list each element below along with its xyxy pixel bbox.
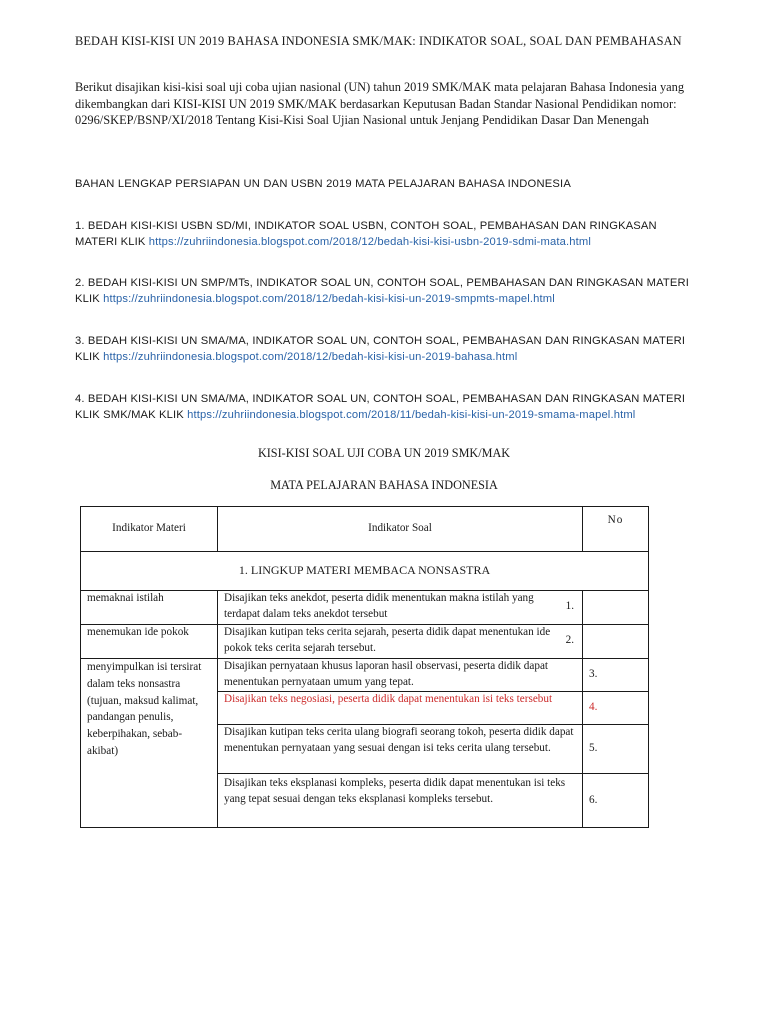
section-title: 1. LINGKUP MATERI MEMBACA NONSASTRA [81,552,649,591]
resource-item-text: 1. BEDAH KISI-KISI USBN SD/MI, INDIKATOR SOAL USBN, CONTOH SOAL, PEMBAHASAN DAN RINGKASAN MATERI KLIK [75,220,657,248]
table-row [81,625,649,659]
row-no-cell [583,591,649,625]
row-no: 1. [565,600,574,612]
resource-link[interactable]: https://zuhriindonesia.blogspot.com/2018/11/bedah-kisi-kisi-un-2019-smama-mapel.html [187,409,636,421]
row-soal: 2. Disajikan kutipan teks cerita sejarah, peserta didik dapat menentukan ide pokok teks cerita sejarah tersebut. [218,625,583,659]
resource-item-4 [75,391,695,423]
row-no: 4. [583,692,649,725]
resource-link[interactable]: https://zuhriindonesia.blogspot.com/2018/12/bedah-kisi-kisi-usbn-2019-sdmi-mata.html [148,236,592,248]
kisi-title: KISI-KISI SOAL UJI COBA UN 2019 SMK/MAK [257,446,511,460]
row-soal: Disajikan pernyataan khusus laporan hasil observasi, peserta didik dapat menentukan pernyataan umum yang tepat. [218,659,583,692]
row-no: 3. [583,659,649,692]
mapel-title: MATA PELAJARAN BAHASA INDONESIA [270,478,498,492]
row-soal: Disajikan teks negosiasi, peserta didik dapat menentukan isi teks tersebut [218,692,583,725]
resource-item-2 [75,275,695,307]
resource-item-text: 3. BEDAH KISI-KISI UN SMA/MA, INDIKATOR SOAL UN, CONTOH SOAL, PEMBAHASAN DAN RINGKASAN MATERI KLIK [75,335,686,363]
row-soal: Disajikan kutipan teks cerita ulang biografi seorang tokoh, peserta didik dapat menentukan pernyataan yang sesuai dengan isi teks cerita ulang tersebut. [218,725,583,774]
section-row [81,552,649,591]
table-header-row [81,507,649,552]
bahan-heading: BAHAN LENGKAP PERSIAPAN UN DAN USBN 2019 MATA PELAJARAN BAHASA INDONESIA [75,178,572,190]
row-materi: memaknai istilah [81,591,218,625]
header-indikator-soal: Indikator Soal [218,507,583,552]
row-no: 2. [565,634,574,646]
row-no: 5. [583,725,649,774]
row-soal: 1. Disajikan teks anekdot, peserta didik menentukan makna istilah yang terdapat dalam teks anekdot tersebut [218,591,583,625]
header-indikator-materi: Indikator Materi [81,507,218,552]
resource-item-text: 4. BEDAH KISI-KISI UN SMA/MA, INDIKATOR SOAL UN, CONTOH SOAL, PEMBAHASAN DAN RINGKASAN MATERI KLIK SMK/MAK KLIK [75,393,686,421]
row-no: 6. [583,774,649,828]
document-title: BEDAH KISI-KISI UN 2019 BAHASA INDONESIA SMK/MAK: INDIKATOR SOAL, SOAL DAN PEMBAHASAN [75,34,682,48]
resource-item-1 [75,218,695,250]
intro-paragraph: Berikut disajikan kisi-kisi soal uji coba ujian nasional (UN) tahun 2019 SMK/MAK mata pelajaran Bahasa Indonesia yang dikembangkan dari KISI-KISI UN 2019 SMK/MAK berdasarkan Keputusan Badan Standar Nasional Pendidikan nomor: 0296/SKEP/BSNP/XI/2018 Tentang Kisi-Kisi Soal Ujian Nasional untuk Jenjang Pendidikan Dasar Dan Menengah [75,80,685,127]
table-row [81,659,649,692]
table-row [81,591,649,625]
header-no: No [583,507,649,552]
kisi-kisi-table [80,506,649,828]
row-materi: menemukan ide pokok [81,625,218,659]
row-no-cell [583,625,649,659]
resource-link[interactable]: https://zuhriindonesia.blogspot.com/2018/12/bedah-kisi-kisi-un-2019-smpmts-mapel.html [103,293,555,305]
resource-item-text: 2. BEDAH KISI-KISI UN SMP/MTs, INDIKATOR SOAL UN, CONTOH SOAL, PEMBAHASAN DAN RINGKASAN MATERI KLIK [75,277,689,305]
row-materi: menyimpulkan isi tersirat dalam teks nonsastra (tujuan, maksud kalimat, pandangan penulis, keberpihakan, sebab-akibat) [81,659,218,828]
resource-link[interactable]: https://zuhriindonesia.blogspot.com/2018/12/bedah-kisi-kisi-un-2019-bahasa.html [103,351,518,363]
row-soal: Disajikan teks eksplanasi kompleks, peserta didik dapat menentukan isi teks yang tepat sesuai dengan teks eksplanasi kompleks tersebut. [218,774,583,828]
resource-item-3 [75,333,695,365]
